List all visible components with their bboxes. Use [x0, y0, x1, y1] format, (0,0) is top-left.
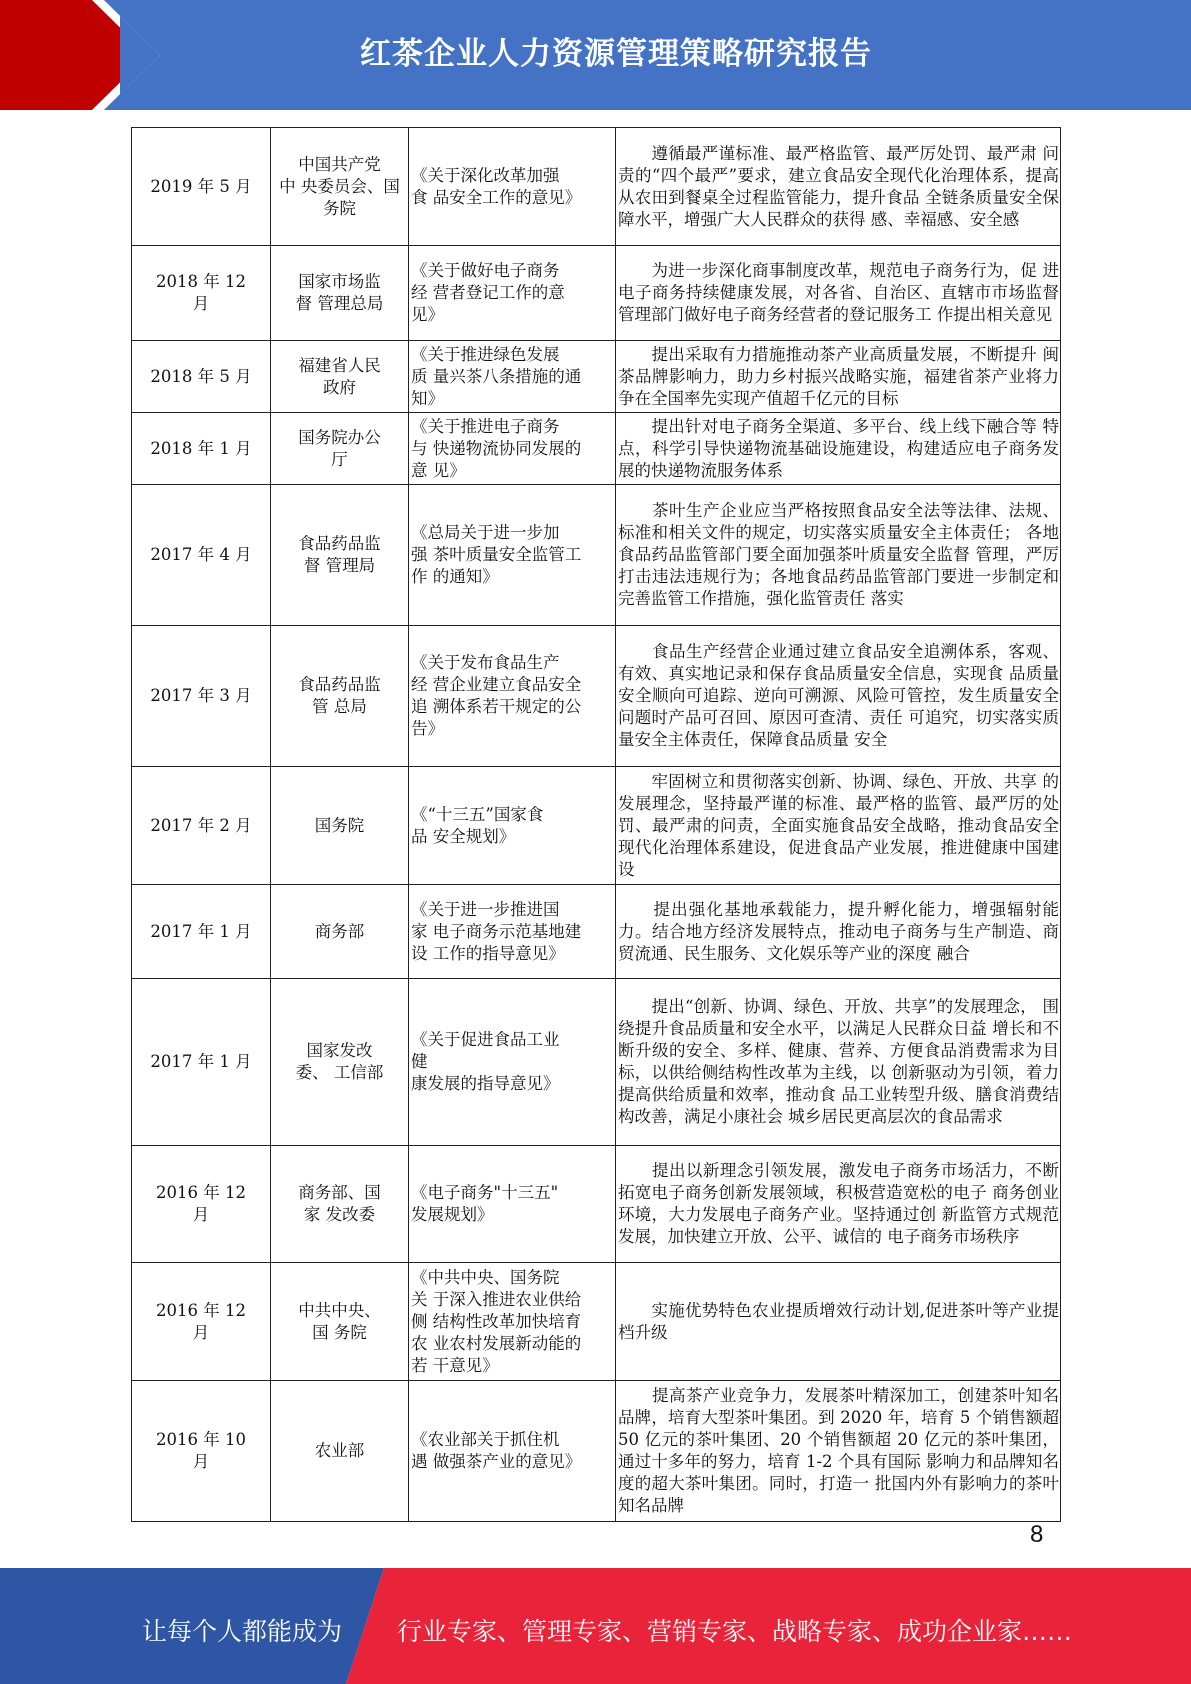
document-cell: 《总局关于进一步加 强 茶叶质量安全监管工 作 的通知》	[409, 485, 616, 626]
content-cell: 提高茶产业竞争力，发展茶叶精深加工，创建茶叶知名品牌，培育大型茶叶集团。到 2020 年，培育 5 个销售额超 50 亿元的茶叶集团、20 个销售额超 20 亿元的茶叶集团，通过十多年的努力，培育 1-2 个具有国际 影响力和品牌知名度的超大茶叶集团。同时，打造一 批国内外有影响力的茶叶知名品牌	[616, 1381, 1061, 1522]
table-row	[132, 485, 1061, 626]
content-cell: 提出“创新、协调、绿色、开放、共享”的发展理念， 围绕提升食品质量和安全水平，以满足人民群众日益 增长和不断升级的安全、多样、健康、营养、方便食品消费需求为目标，以供给侧结构性改革为主线，以 创新驱动为引领，着力提高供给质量和效率，推动食 品工业转型升级、膳食消费结构改善，满足小康社会 城乡居民更高层次的食品需求	[616, 979, 1061, 1146]
content-cell: 茶叶生产企业应当严格按照食品安全法等法律、法规、 标准和相关文件的规定，切实落实质量安全主体责任； 各地食品药品监管部门要全面加强茶叶质量安全监督 管理，严厉打击违法违规行为；各地食品药品监管部门要进一步制定和完善监管工作措施，强化监管责任 落实	[616, 485, 1061, 626]
document-cell: 《关于发布食品生产 经 营企业建立食品安全 追 溯体系若干规定的公 告》	[409, 626, 616, 767]
issuer-cell: 食品药品监 督 管理局	[271, 485, 409, 626]
header-arrow-decoration	[0, 0, 160, 110]
issuer-cell: 国务院办公 厅	[271, 413, 409, 485]
document-cell: 《关于促进食品工业 健 康发展的指导意见》	[409, 979, 616, 1146]
content-cell: 为进一步深化商事制度改革，规范电子商务行为，促 进电子商务持续健康发展，对各省、自治区、直辖市市场监督管理部门做好电子商务经营者的登记服务工 作提出相关意见	[616, 246, 1061, 341]
date-cell: 2017 年 1 月	[132, 979, 271, 1146]
document-cell: 《农业部关于抓住机 遇 做强茶产业的意见》	[409, 1381, 616, 1522]
page-header	[0, 0, 1191, 110]
date-cell: 2017 年 1 月	[132, 885, 271, 979]
content-cell: 提出针对电子商务全渠道、多平台、线上线下融合等 特点，科学引导快递物流基础设施建设，构建适应电子商务发展的快递物流服务体系	[616, 413, 1061, 485]
date-cell: 2016 年 12 月	[132, 1263, 271, 1381]
content-cell: 提出强化基地承载能力，提升孵化能力，增强辐射能 力。结合地方经济发展特点，推动电子商务与生产制造、商贸流通、民生服务、文化娱乐等产业的深度 融合	[616, 885, 1061, 979]
table-row	[132, 767, 1061, 885]
content-cell: 提出以新理念引领发展，激发电子商务市场活力，不断拓宽电子商务创新发展领域，积极营造宽松的电子 商务创业环境，大力发展电子商务产业。坚持通过创 新监管方式规范发展，加快建立开放、公平、诚信的 电子商务市场秩序	[616, 1146, 1061, 1263]
issuer-cell: 商务部、国 家 发改委	[271, 1146, 409, 1263]
date-cell: 2018 年 5 月	[132, 341, 271, 413]
issuer-cell: 中共中央、 国 务院	[271, 1263, 409, 1381]
content-cell: 实施优势特色农业提质增效行动计划,促进茶叶等产业提档升级	[616, 1263, 1061, 1381]
content-cell: 提出采取有力措施推动茶产业高质量发展，不断提升 闽茶品牌影响力，助力乡村振兴战略实施，福建省茶产业将力争在全国率先实现产值超千亿元的目标	[616, 341, 1061, 413]
footer-slogan-right: 行业专家、管理专家、营销专家、战略专家、成功企业家……	[397, 1617, 1073, 1646]
document-cell: 《“十三五”国家食 品 安全规划》	[409, 767, 616, 885]
document-cell: 《关于进一步推进国 家 电子商务示范基地建 设 工作的指导意见》	[409, 885, 616, 979]
date-cell: 2017 年 4 月	[132, 485, 271, 626]
content-cell: 牢固树立和贯彻落实创新、协调、绿色、开放、共享 的发展理念，坚持最严谨的标准、最严格的监管、最严厉的处罚、最严肃的问责，全面实施食品安全战略，推动食品安全现代化治理体系建设，促进食品产业发展，推进健康中国建设	[616, 767, 1061, 885]
page-footer	[0, 1568, 1191, 1684]
issuer-cell: 食品药品监 管 总局	[271, 626, 409, 767]
table-row	[132, 979, 1061, 1146]
footer-slogan-left: 让每个人都能成为	[142, 1617, 343, 1646]
date-cell: 2017 年 2 月	[132, 767, 271, 885]
table-row	[132, 1263, 1061, 1381]
issuer-cell: 国务院	[271, 767, 409, 885]
date-cell: 2016 年 12 月	[132, 1146, 271, 1263]
table-row	[132, 246, 1061, 341]
issuer-cell: 中国共产党 中 央委员会、国 务院	[271, 128, 409, 246]
date-cell: 2016 年 10 月	[132, 1381, 271, 1522]
issuer-cell: 农业部	[271, 1381, 409, 1522]
table-row	[132, 1381, 1061, 1522]
report-title: 红茶企业人力资源管理策略研究报告	[360, 36, 872, 72]
table-row	[132, 626, 1061, 767]
table-row	[132, 885, 1061, 979]
document-cell: 《关于推进绿色发展 质 量兴茶八条措施的通 知》	[409, 341, 616, 413]
document-cell: 《关于做好电子商务 经 营者登记工作的意 见》	[409, 246, 616, 341]
table-row	[132, 128, 1061, 246]
table-row	[132, 413, 1061, 485]
content-cell: 食品生产经营企业通过建立食品安全追溯体系，客观、 有效、真实地记录和保存食品质量安全信息，实现食 品质量安全顺向可追踪、逆向可溯源、风险可管控，发生质量安全问题时产品可召回、原因可查清、责任 可追究，切实落实质量安全主体责任，保障食品质量 安全	[616, 626, 1061, 767]
issuer-cell: 福建省人民 政府	[271, 341, 409, 413]
issuer-cell: 国家发改 委、 工信部	[271, 979, 409, 1146]
document-cell: 《关于深化改革加强 食 品安全工作的意见》	[409, 128, 616, 246]
content-cell: 遵循最严谨标准、最严格监管、最严厉处罚、最严肃 问责的“四个最严”要求，建立食品安全现代化治理体系，提高从农田到餐桌全过程监管能力，提升食品 全链条质量安全保障水平，增强广大人民群众的获得 感、幸福感、安全感	[616, 128, 1061, 246]
date-cell: 2018 年 12 月	[132, 246, 271, 341]
table-row	[132, 1146, 1061, 1263]
document-cell: 《电子商务"十三五" 发展规划》	[409, 1146, 616, 1263]
date-cell: 2018 年 1 月	[132, 413, 271, 485]
issuer-cell: 商务部	[271, 885, 409, 979]
date-cell: 2017 年 3 月	[132, 626, 271, 767]
issuer-cell: 国家市场监 督 管理总局	[271, 246, 409, 341]
policy-table	[131, 127, 1061, 1522]
document-cell: 《关于推进电子商务 与 快递物流协同发展的 意 见》	[409, 413, 616, 485]
page-number: 8	[1030, 1521, 1044, 1548]
document-cell: 《中共中央、国务院 关 于深入推进农业供给 侧 结构性改革加快培育 农 业农村发展新动能的 若 干意见》	[409, 1263, 616, 1381]
date-cell: 2019 年 5 月	[132, 128, 271, 246]
table-row	[132, 341, 1061, 413]
